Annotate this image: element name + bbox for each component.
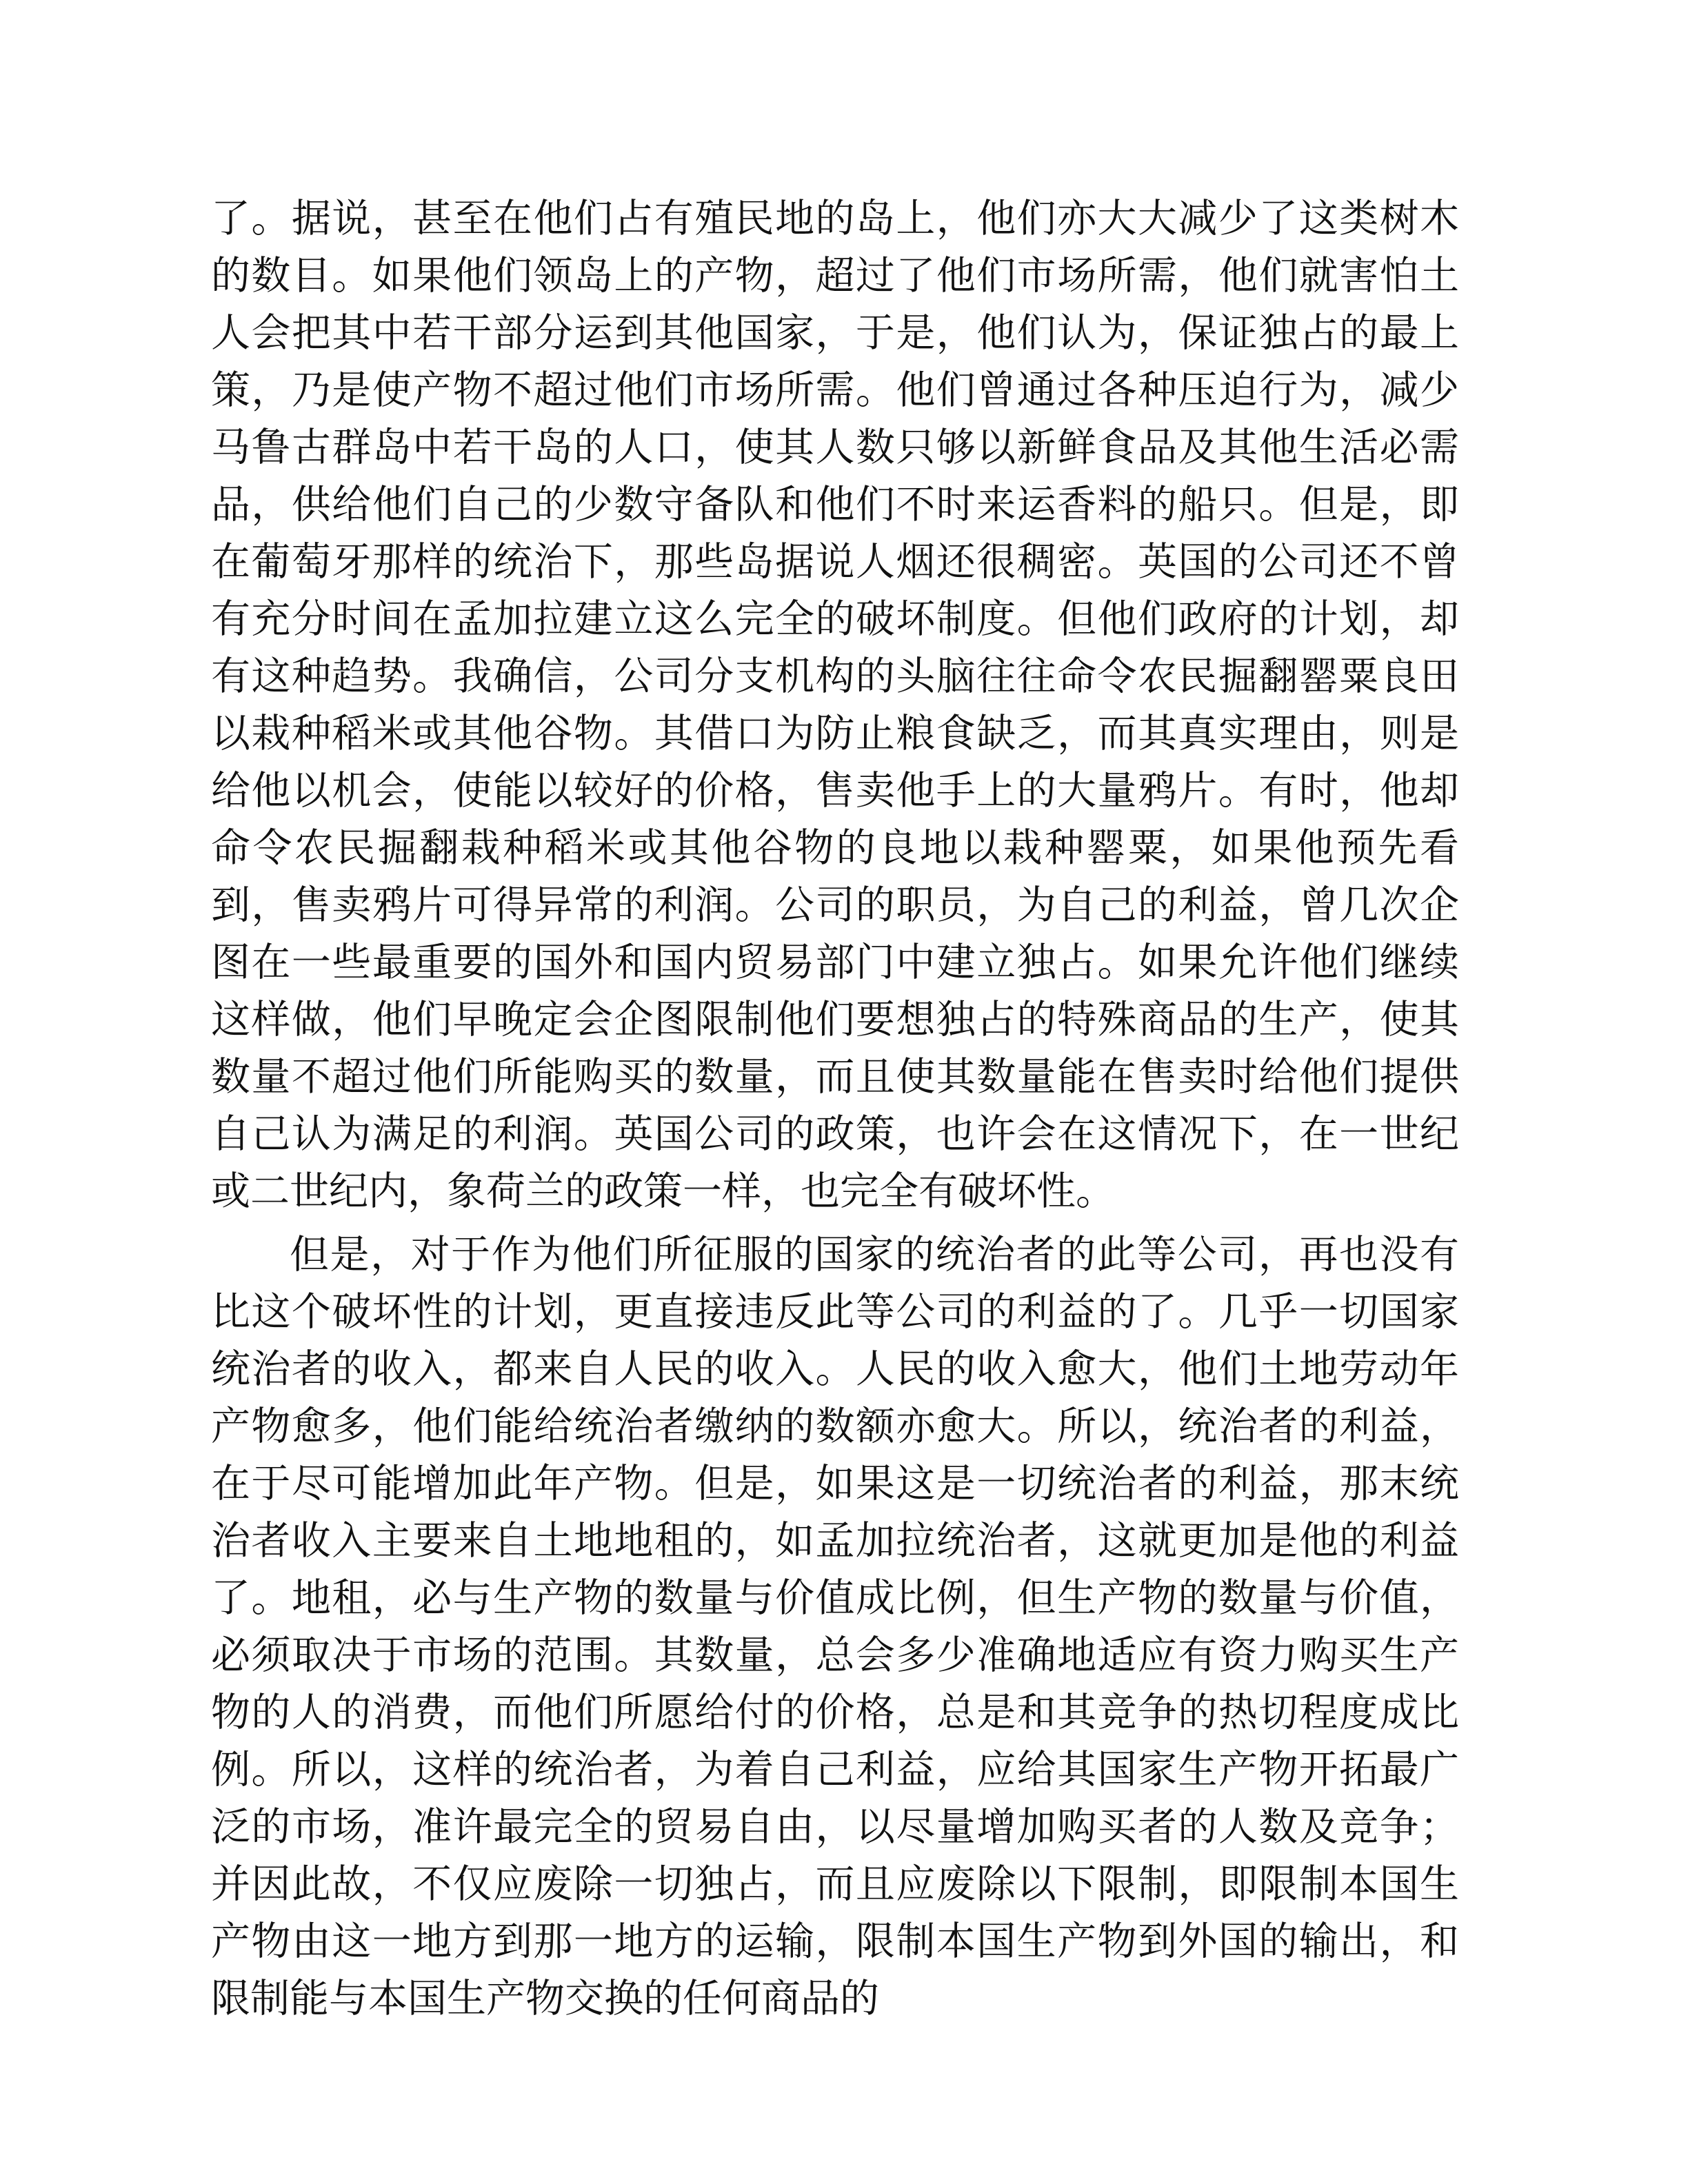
paragraph-2: 但是，对于作为他们所征服的国家的统治者的此等公司，再也没有比这个破坏性的计划，更直接违反此等公司的利益的了。几乎一切国家统治者的收入，都来自人民的收入。人民的收入愈大，他们土地劳动年产物愈多，他们能给统治者缴纳的数额亦愈大。所以，统治者的利益，在于尽可能增加此年产物。但是，如果这是一切统治者的利益，那末统治者收入主要来自土地地租的，如孟加拉统治者，这就更加是他的利益了。地租，必与生产物的数量与价值成比例，但生产物的数量与价值，必须取决于市场的范围。其数量，总会多少准确地适应有资力购买生产物的人的消费，而他们所愿给付的价格，总是和其竞争的热切程度成比例。所以，这样的统治者，为着自己利益，应给其国家生产物开拓最广泛的市场，准许最完全的贸易自由，以尽量增加购买者的人数及竞争；并因此故，不仅应废除一切独占，而且应废除以下限制，即限制本国生产物由这一地方到那一地方的运输，限制本国生产物到外国的输出，和限制能与本国生产物交换的任何商品的 — [211, 1232, 1459, 2021]
paragraph-1: 了。据说，甚至在他们占有殖民地的岛上，他们亦大大减少了这类树木的数目。如果他们领岛上的产物，超过了他们市场所需，他们就害怕土人会把其中若干部分运到其他国家，于是，他们认为，保证独占的最上策，乃是使产物不超过他们市场所需。他们曾通过各种压迫行为，减少马鲁古群岛中若干岛的人口，使其人数只够以新鲜食品及其他生活必需品，供给他们自己的少数守备队和他们不时来运香料的船只。但是，即在葡萄牙那样的统治下，那些岛据说人烟还很稠密。英国的公司还不曾有充分时间在孟加拉建立这么完全的破坏制度。但他们政府的计划，却有这种趋势。我确信，公司分支机构的头脑往往命令农民掘翻罂粟良田以栽种稻米或其他谷物。其借口为防止粮食缺乏，而其真实理由，则是给他以机会，使能以较好的价格，售卖他手上的大量鸦片。有时，他却命令农民掘翻栽种稻米或其他谷物的良地以栽种罂粟，如果他预先看到，售卖鸦片可得异常的利润。公司的职员，为自己的利益，曾几次企图在一些最重要的国外和国内贸易部门中建立独占。如果允许他们继续这样做，他们早晚定会企图限制他们要想独占的特殊商品的生产，使其数量不超过他们所能购买的数量，而且使其数量能在售卖时给他们提供自己认为满足的利润。英国公司的政策，也许会在这情况下，在一世纪或二世纪内，象荷兰的政策一样，也完全有破坏性。 — [211, 196, 1459, 1214]
document-page — [211, 190, 1459, 2028]
